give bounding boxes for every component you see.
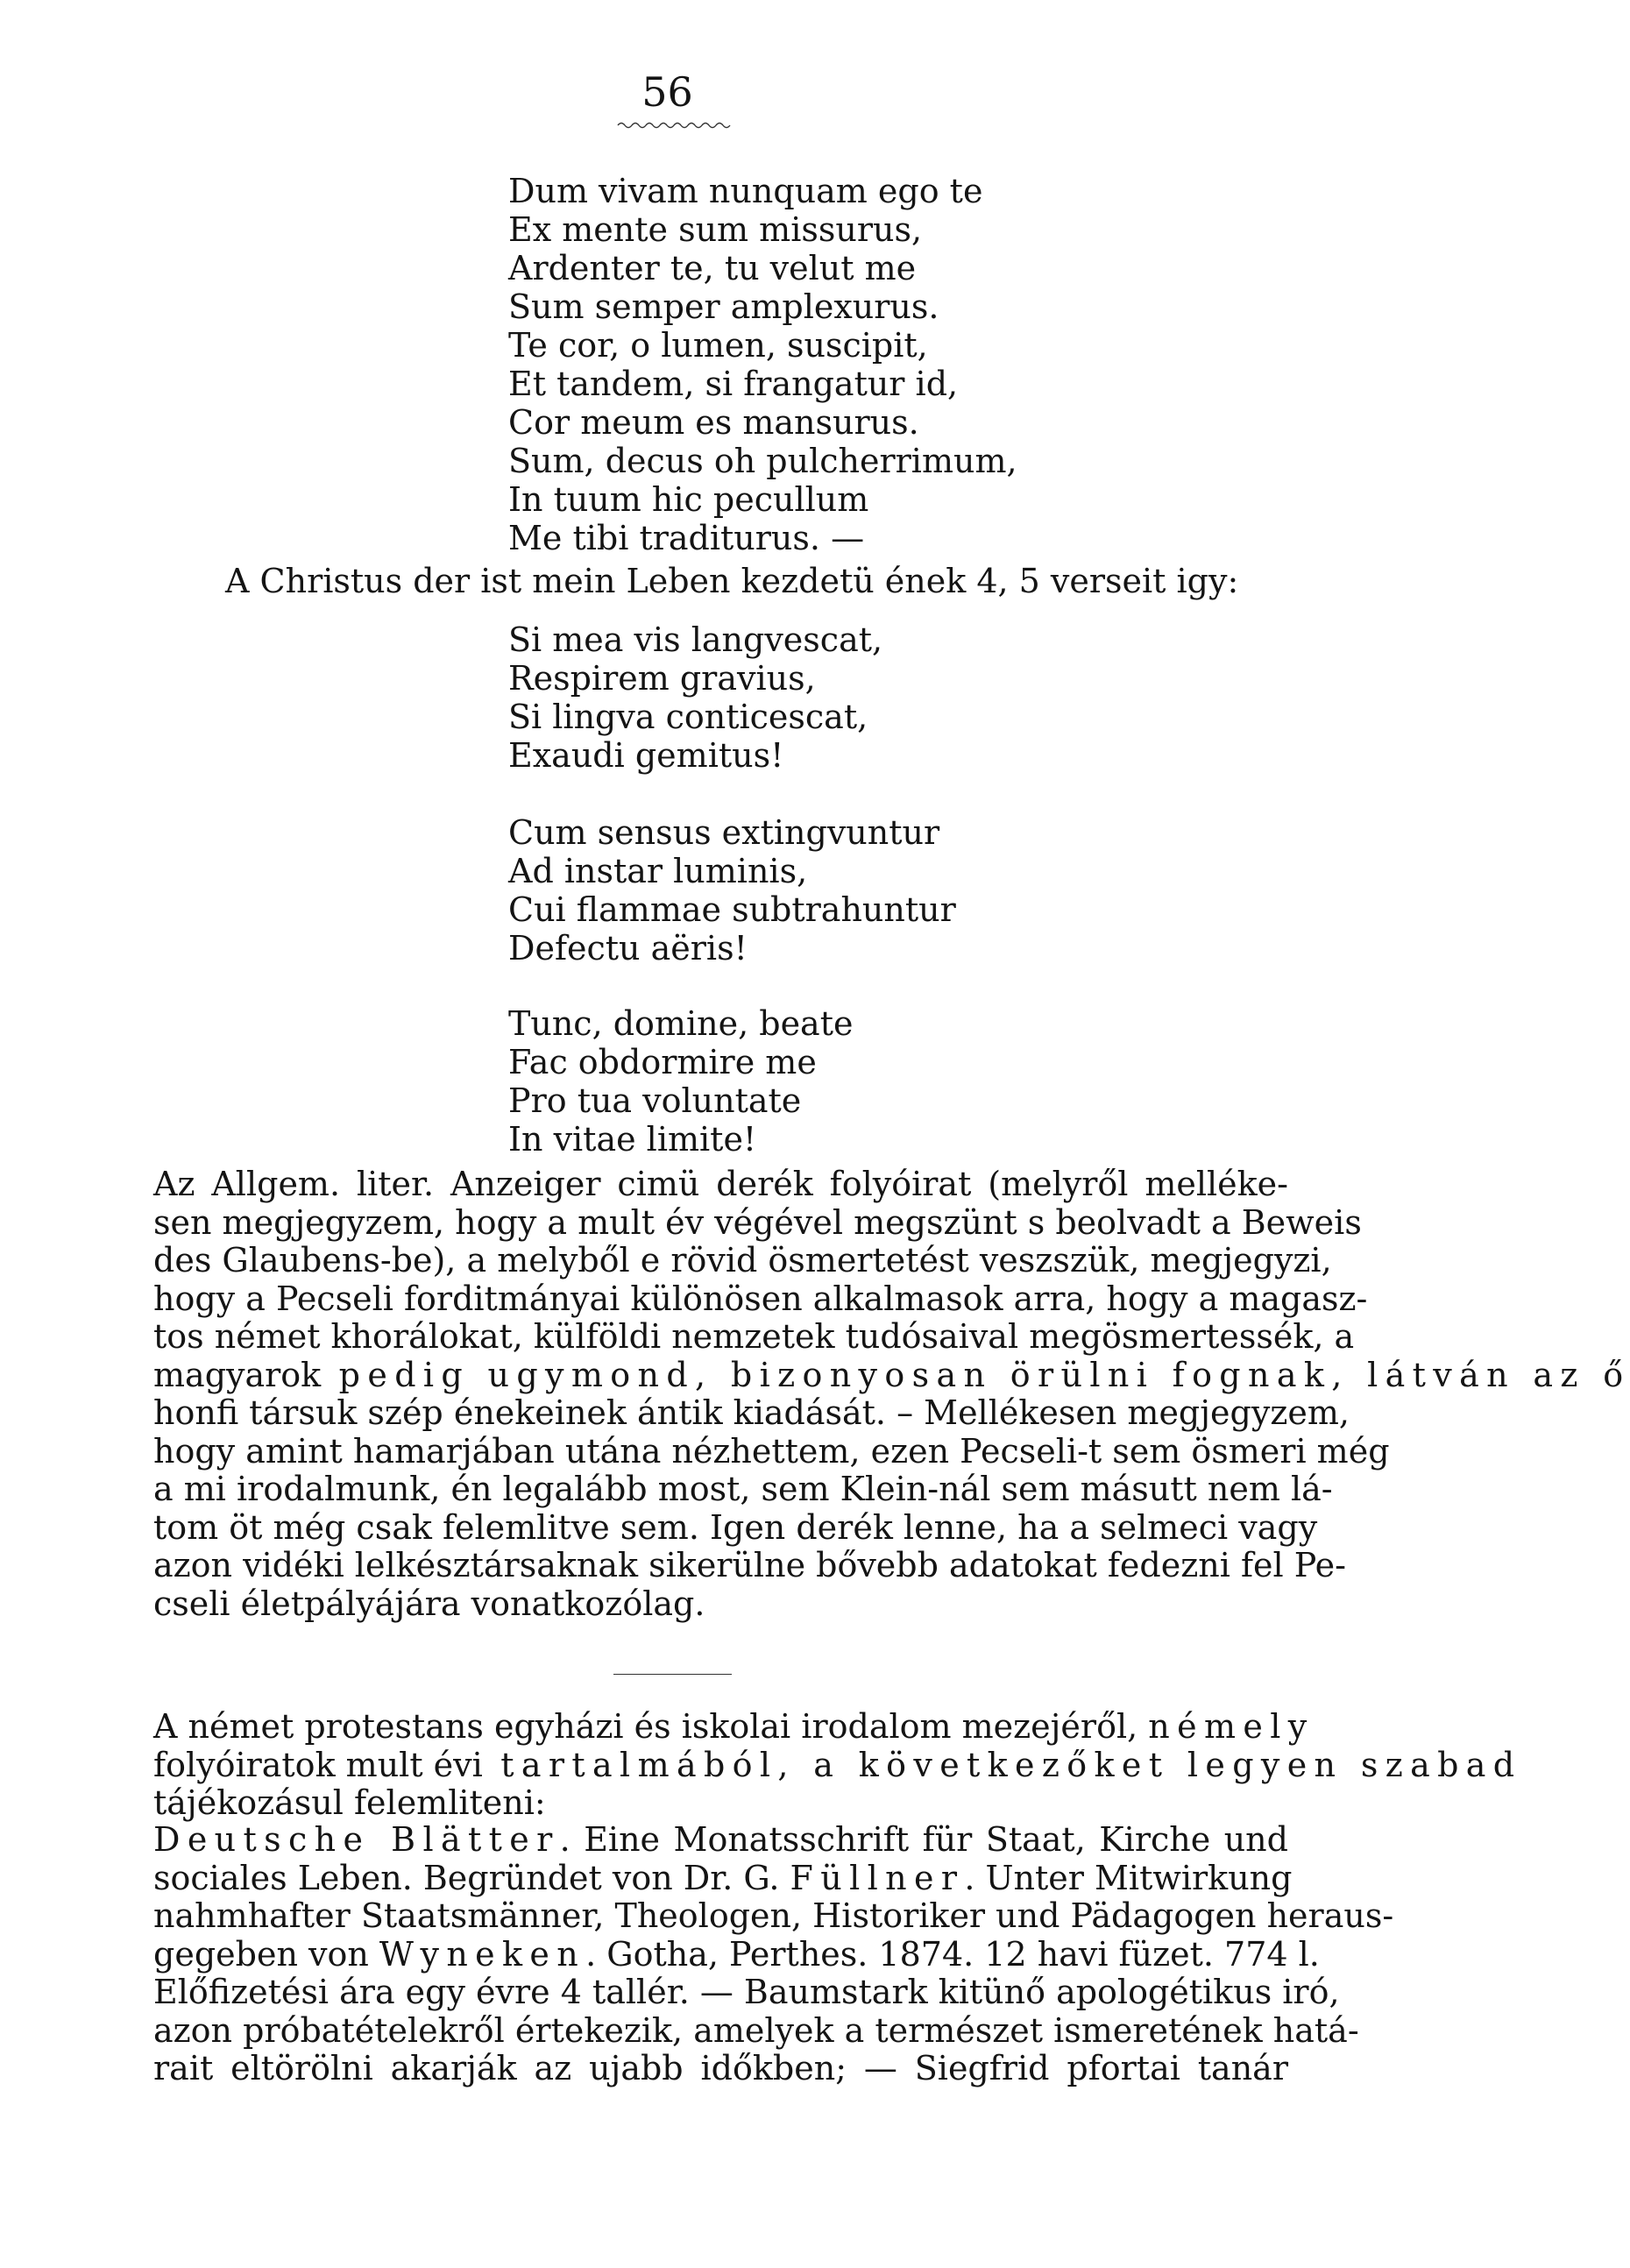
text-line: azon próbatételekről értekezik, amelyek a természet ismeretének hatá- bbox=[153, 2010, 1359, 2050]
text-line: Si mea vis langvescat, bbox=[508, 620, 883, 659]
text-line: Defectu aëris! bbox=[508, 929, 748, 967]
text-line: rait eltörölni akarják az ujabb időkben; — Siegfrid pfortai tanár bbox=[153, 2049, 1288, 2087]
section-divider bbox=[613, 1674, 732, 1675]
text-line: Sum semper amplexurus. bbox=[508, 287, 939, 326]
text-line: cseli életpályájára vonatkozólag. bbox=[153, 1584, 705, 1623]
text-line: Tunc, domine, beate bbox=[508, 1004, 854, 1043]
text-line: des Glaubens-be), a melyből e rövid ösmertetést veszszük, megjegyzi, bbox=[153, 1241, 1332, 1279]
stanza-2 bbox=[508, 813, 956, 967]
wavy-ornament bbox=[618, 121, 730, 130]
text-line: Ad instar luminis, bbox=[508, 852, 808, 890]
text-line: Az Allgem. liter. Anzeiger cimü derék folyóirat (melyről melléke- bbox=[153, 1165, 1288, 1203]
hymn-introduction: A Christus der ist mein Leben kezdetü ének 4, 5 verseit igy: bbox=[225, 562, 1239, 600]
text-line: tom öt még csak felemlitve sem. Igen derék lenne, ha a selmeci vagy bbox=[153, 1507, 1318, 1547]
text-line: Ex mente sum missurus, bbox=[508, 210, 923, 249]
text-line: folyóiratok mult évi tartalmából, a következőket legyen szabad bbox=[153, 1745, 1522, 1784]
paragraph-deutsche-blatter bbox=[153, 1820, 1394, 2088]
text-line: sociales Leben. Begründet von Dr. G. Füllner. Unter Mitwirkung bbox=[153, 1858, 1293, 1897]
text-line: Cum sensus extingvuntur bbox=[508, 813, 940, 852]
text-line: Ardenter te, tu velut me bbox=[508, 249, 917, 287]
paragraph-allgem-anzeiger bbox=[153, 1165, 1630, 1623]
text-line: honfi társuk szép énekeinek ántik kiadását. – Mellékesen megjegyzem, bbox=[153, 1393, 1350, 1432]
text-line: Sum, decus oh pulcherrimum, bbox=[508, 442, 1017, 480]
text-line: a mi irodalmunk, én legalább most, sem Klein-nál sem másutt nem lá- bbox=[153, 1470, 1333, 1508]
text-line: magyarok pedig ugymond, bizonyosan örülni fognak, látván az ő bbox=[153, 1355, 1630, 1394]
text-line: nahmhafter Staatsmänner, Theologen, Historiker und Pädagogen heraus- bbox=[153, 1896, 1394, 1935]
text-line: Et tandem, si frangatur id, bbox=[508, 365, 959, 403]
text-line: hogy a Pecseli forditmányai különösen alkalmasok arra, hogy a magasz- bbox=[153, 1279, 1368, 1318]
text-line: Te cor, o lumen, suscipit, bbox=[508, 326, 928, 365]
text-line: Előfizetési ára egy évre 4 tallér. — Baumstark kitünő apologétikus iró, bbox=[153, 1973, 1340, 2011]
text-line: A német protestans egyházi és iskolai irodalom mezejéről, némely bbox=[153, 1707, 1315, 1746]
text-line: Deutsche Blätter. Eine Monatsschrift für Staat, Kirche und bbox=[153, 1820, 1288, 1859]
text-line: Exaudi gemitus! bbox=[508, 736, 784, 775]
stanza-3 bbox=[508, 1004, 853, 1159]
text-line: Si lingva conticescat, bbox=[508, 698, 868, 736]
text-line: Cor meum es mansurus. bbox=[508, 403, 919, 442]
text-line: gegeben von Wyneken. Gotha, Perthes. 1874. 12 havi füzet. 774 l. bbox=[153, 1934, 1320, 1974]
text-line: In tuum hic pecullum bbox=[508, 480, 869, 519]
text-line: Pro tua voluntate bbox=[508, 1081, 802, 1120]
text-line: tos német khorálokat, külföldi nemzetek tudósaival megösmertessék, a bbox=[153, 1317, 1355, 1356]
text-line: hogy amint hamarjában utána nézhettem, ezen Pecseli-t sem ösmeri még bbox=[153, 1431, 1390, 1471]
text-line: tájékozásul felemliteni: bbox=[153, 1783, 546, 1822]
text-line: Me tibi traditurus. — bbox=[508, 519, 865, 557]
stanza-1 bbox=[508, 620, 882, 775]
text-line: Cui flammae subtrahuntur bbox=[508, 890, 956, 929]
text-line: sen megjegyzem, hogy a mult év végével megszünt s beolvadt a Beweis bbox=[153, 1202, 1362, 1242]
page-number: 56 bbox=[641, 68, 693, 116]
text-line: azon vidéki lelkésztársaknak sikerülne bővebb adatokat fedezni fel Pe- bbox=[153, 1546, 1346, 1584]
text-line: In vitae limite! bbox=[508, 1120, 757, 1159]
text-line: Dum vivam nunquam ego te bbox=[508, 172, 983, 210]
verse-latin-intro bbox=[508, 172, 1017, 557]
text-line: Respirem gravius, bbox=[508, 659, 816, 698]
text-line: Fac obdormire me bbox=[508, 1043, 817, 1081]
paragraph-periodicals-intro bbox=[153, 1707, 1522, 1823]
